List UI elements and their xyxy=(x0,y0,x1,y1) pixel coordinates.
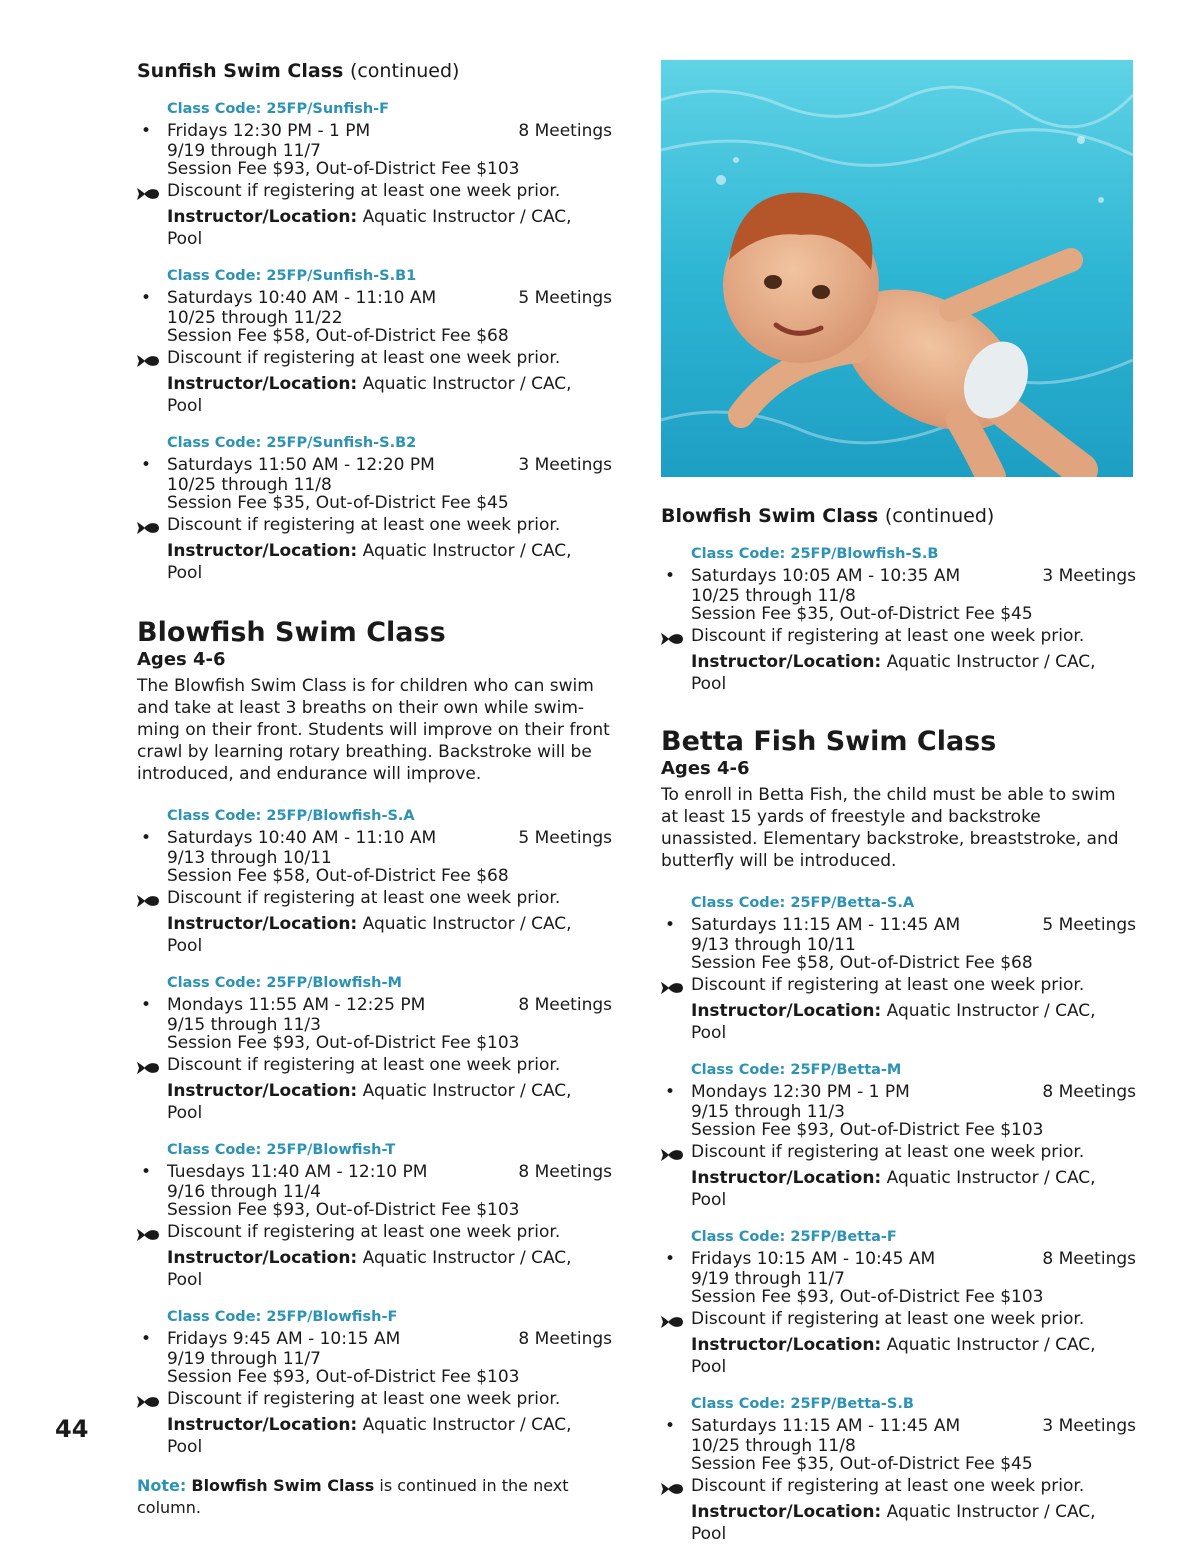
class-dates: 10/25 through 11/8 xyxy=(691,1436,856,1456)
class-dates: 9/13 through 10/11 xyxy=(691,935,856,955)
blowfish-class-list xyxy=(137,807,612,1458)
instructor-value: Aquatic Instructor / CAC, Pool xyxy=(691,1001,1096,1043)
class-code: Class Code: 25FP/Blowfish-S.B xyxy=(691,546,939,562)
class-code: Class Code: 25FP/Betta-S.A xyxy=(691,895,915,911)
fish-discount-icon xyxy=(135,185,161,199)
instructor-value: Aquatic Instructor / CAC, Pool xyxy=(167,541,572,583)
fish-discount-icon xyxy=(135,352,161,366)
class-code: Class Code: 25FP/Blowfish-S.A xyxy=(167,808,415,824)
page-number: 44 xyxy=(55,1415,89,1443)
instructor-value: Aquatic Instructor / CAC, Pool xyxy=(167,207,572,249)
instructor-location xyxy=(167,540,612,584)
instructor-location xyxy=(167,373,612,417)
instructor-location xyxy=(167,1414,612,1458)
meeting-count: 3 Meetings xyxy=(1042,566,1136,586)
discount-text: Discount if registering at least one week prior. xyxy=(167,888,561,908)
bullet-icon: • xyxy=(665,1082,676,1102)
continued-label: (continued) xyxy=(349,60,460,82)
bullet-icon: • xyxy=(141,455,152,475)
instructor-location xyxy=(167,1080,612,1124)
fish-discount-icon xyxy=(135,1393,161,1407)
betta-description: To enroll in Betta Fish, the child must be able to swim at least 15 yards of freestyle and backstroke unassisted. Elementary backstroke, breaststroke, and butterfly will be introduced. xyxy=(661,785,1119,871)
discount-text: Discount if registering at least one week prior. xyxy=(167,181,561,201)
bullet-icon: • xyxy=(141,828,152,848)
instructor-value: Aquatic Instructor / CAC, Pool xyxy=(167,1415,572,1457)
class-block xyxy=(137,1141,612,1291)
discount-text: Discount if registering at least one week prior. xyxy=(691,1476,1085,1496)
class-schedule: Saturdays 11:15 AM - 11:45 AM xyxy=(691,915,961,935)
meeting-count: 8 Meetings xyxy=(1042,1249,1136,1269)
schedule-line xyxy=(141,1329,612,1350)
meeting-count: 5 Meetings xyxy=(518,828,612,848)
betta-section-title: Betta Fish Swim Class xyxy=(661,726,997,757)
schedule-line xyxy=(141,121,612,142)
meeting-count: 5 Meetings xyxy=(518,288,612,308)
class-dates: 10/25 through 11/8 xyxy=(167,475,332,495)
meeting-count: 8 Meetings xyxy=(518,1329,612,1349)
instructor-label: Instructor/Location: xyxy=(167,541,358,561)
discount-line xyxy=(167,887,612,909)
discount-text: Discount if registering at least one week prior. xyxy=(691,626,1085,646)
meeting-count: 8 Meetings xyxy=(518,121,612,141)
betta-ages: Ages 4-6 xyxy=(661,758,750,779)
class-schedule: Mondays 11:55 AM - 12:25 PM xyxy=(167,995,426,1015)
instructor-value: Aquatic Instructor / CAC, Pool xyxy=(691,1335,1096,1377)
meeting-count: 8 Meetings xyxy=(518,995,612,1015)
class-block xyxy=(661,1061,1136,1211)
discount-line xyxy=(691,1141,1136,1163)
instructor-location xyxy=(167,206,612,250)
fish-discount-icon xyxy=(135,1226,161,1240)
schedule-line xyxy=(141,455,612,476)
instructor-label: Instructor/Location: xyxy=(691,652,882,672)
class-code: Class Code: 25FP/Sunfish-S.B1 xyxy=(167,268,417,284)
class-fee: Session Fee $35, Out-of-District Fee $45 xyxy=(691,604,1033,624)
class-code: Class Code: 25FP/Sunfish-F xyxy=(167,101,390,117)
meeting-count: 3 Meetings xyxy=(1042,1416,1136,1436)
class-schedule: Saturdays 11:15 AM - 11:45 AM xyxy=(691,1416,961,1436)
instructor-label: Instructor/Location: xyxy=(691,1168,882,1188)
class-schedule: Fridays 10:15 AM - 10:45 AM xyxy=(691,1249,936,1269)
bullet-icon: • xyxy=(141,995,152,1015)
instructor-label: Instructor/Location: xyxy=(167,374,358,394)
class-code: Class Code: 25FP/Betta-M xyxy=(691,1062,902,1078)
note-text: is continued in the next column. xyxy=(137,1476,569,1517)
discount-text: Discount if registering at least one week prior. xyxy=(167,515,561,535)
class-fee: Session Fee $93, Out-of-District Fee $103 xyxy=(167,1033,520,1053)
meeting-count: 8 Meetings xyxy=(1042,1082,1136,1102)
discount-text: Discount if registering at least one week prior. xyxy=(167,1055,561,1075)
instructor-value: Aquatic Instructor / CAC, Pool xyxy=(691,652,1096,694)
instructor-label: Instructor/Location: xyxy=(167,1415,358,1435)
class-fee: Session Fee $58, Out-of-District Fee $68 xyxy=(167,866,509,886)
child-swimming-photo xyxy=(661,60,1133,477)
class-schedule: Saturdays 10:05 AM - 10:35 AM xyxy=(691,566,961,586)
class-block xyxy=(137,100,612,250)
class-code: Class Code: 25FP/Blowfish-M xyxy=(167,975,402,991)
instructor-label: Instructor/Location: xyxy=(167,1248,358,1268)
note-label: Note: xyxy=(137,1476,187,1495)
blowfish-description: The Blowfish Swim Class is for children who can swim and take at least 3 breaths on their own while swim-ming on their front. Students will improve on their front crawl by learning rotary breathing. Backstroke will be introduced, and endurance will improve. xyxy=(137,676,610,784)
discount-line xyxy=(167,180,612,202)
continuation-note xyxy=(137,1475,612,1519)
discount-line xyxy=(167,514,612,536)
instructor-value: Aquatic Instructor / CAC, Pool xyxy=(691,1502,1096,1544)
instructor-value: Aquatic Instructor / CAC, Pool xyxy=(167,1248,572,1290)
instructor-label: Instructor/Location: xyxy=(691,1001,882,1021)
class-code: Class Code: 25FP/Betta-F xyxy=(691,1229,897,1245)
class-fee: Session Fee $93, Out-of-District Fee $103 xyxy=(691,1120,1044,1140)
blowfish-continued-class-list xyxy=(661,545,1136,695)
class-dates: 9/15 through 11/3 xyxy=(167,1015,321,1035)
meeting-count: 3 Meetings xyxy=(518,455,612,475)
schedule-line xyxy=(665,915,1136,936)
discount-line xyxy=(691,625,1136,647)
discount-line xyxy=(691,1475,1136,1497)
class-dates: 9/19 through 11/7 xyxy=(167,141,321,161)
instructor-location xyxy=(691,1167,1136,1211)
class-schedule: Mondays 12:30 PM - 1 PM xyxy=(691,1082,910,1102)
instructor-label: Instructor/Location: xyxy=(167,914,358,934)
schedule-line xyxy=(665,1249,1136,1270)
instructor-location xyxy=(691,1000,1136,1044)
bullet-icon: • xyxy=(141,1329,152,1349)
class-block xyxy=(661,1395,1136,1545)
bullet-icon: • xyxy=(141,1162,152,1182)
class-block xyxy=(661,545,1136,695)
instructor-label: Instructor/Location: xyxy=(167,1081,358,1101)
class-block xyxy=(137,434,612,584)
class-code: Class Code: 25FP/Blowfish-F xyxy=(167,1309,398,1325)
class-dates: 9/19 through 11/7 xyxy=(691,1269,845,1289)
class-block xyxy=(137,807,612,957)
left-column xyxy=(137,58,612,1519)
class-schedule: Fridays 9:45 AM - 10:15 AM xyxy=(167,1329,401,1349)
instructor-label: Instructor/Location: xyxy=(691,1502,882,1522)
discount-line xyxy=(167,347,612,369)
discount-text: Discount if registering at least one week prior. xyxy=(167,1222,561,1242)
bullet-icon: • xyxy=(665,566,676,586)
schedule-line xyxy=(665,566,1136,587)
class-schedule: Tuesdays 11:40 AM - 12:10 PM xyxy=(167,1162,428,1182)
fish-discount-icon xyxy=(659,1313,685,1327)
blowfish-continued-title: Blowfish Swim Class xyxy=(661,505,879,527)
instructor-value: Aquatic Instructor / CAC, Pool xyxy=(691,1168,1096,1210)
instructor-location xyxy=(691,651,1136,695)
bullet-icon: • xyxy=(141,121,152,141)
class-block xyxy=(661,894,1136,1044)
class-dates: 10/25 through 11/8 xyxy=(691,586,856,606)
meeting-count: 5 Meetings xyxy=(1042,915,1136,935)
sunfish-class-list xyxy=(137,100,612,584)
class-fee: Session Fee $93, Out-of-District Fee $103 xyxy=(167,159,520,179)
class-fee: Session Fee $93, Out-of-District Fee $103 xyxy=(167,1367,520,1387)
discount-line xyxy=(691,974,1136,996)
discount-text: Discount if registering at least one week prior. xyxy=(691,1309,1085,1329)
discount-text: Discount if registering at least one week prior. xyxy=(167,1389,561,1409)
fish-discount-icon xyxy=(659,630,685,644)
instructor-value: Aquatic Instructor / CAC, Pool xyxy=(167,914,572,956)
class-schedule: Fridays 12:30 PM - 1 PM xyxy=(167,121,371,141)
betta-class-list xyxy=(661,894,1136,1545)
class-block xyxy=(661,1228,1136,1378)
fish-discount-icon xyxy=(659,979,685,993)
sunfish-continued-heading xyxy=(137,58,612,84)
class-dates: 9/13 through 10/11 xyxy=(167,848,332,868)
class-schedule: Saturdays 11:50 AM - 12:20 PM xyxy=(167,455,435,475)
class-schedule: Saturdays 10:40 AM - 11:10 AM xyxy=(167,828,437,848)
class-schedule: Saturdays 10:40 AM - 11:10 AM xyxy=(167,288,437,308)
class-fee: Session Fee $58, Out-of-District Fee $68 xyxy=(691,953,1033,973)
instructor-value: Aquatic Instructor / CAC, Pool xyxy=(167,374,572,416)
schedule-line xyxy=(665,1082,1136,1103)
class-code: Class Code: 25FP/Sunfish-S.B2 xyxy=(167,435,417,451)
fish-discount-icon xyxy=(659,1146,685,1160)
schedule-line xyxy=(141,828,612,849)
discount-text: Discount if registering at least one week prior. xyxy=(691,1142,1085,1162)
instructor-label: Instructor/Location: xyxy=(691,1335,882,1355)
class-block xyxy=(137,974,612,1124)
class-dates: 9/16 through 11/4 xyxy=(167,1182,321,1202)
instructor-label: Instructor/Location: xyxy=(167,207,358,227)
class-fee: Session Fee $93, Out-of-District Fee $103 xyxy=(167,1200,520,1220)
bullet-icon: • xyxy=(665,1416,676,1436)
class-block xyxy=(137,1308,612,1458)
note-bold-text: Blowfish Swim Class xyxy=(191,1476,375,1495)
schedule-line xyxy=(141,288,612,309)
instructor-location xyxy=(167,1247,612,1291)
class-code: Class Code: 25FP/Blowfish-T xyxy=(167,1142,396,1158)
bullet-icon: • xyxy=(665,915,676,935)
fish-discount-icon xyxy=(659,1480,685,1494)
class-fee: Session Fee $35, Out-of-District Fee $45 xyxy=(691,1454,1033,1474)
instructor-location xyxy=(167,913,612,957)
sunfish-continued-title: Sunfish Swim Class xyxy=(137,60,344,82)
right-column xyxy=(661,503,1136,1562)
class-dates: 9/19 through 11/7 xyxy=(167,1349,321,1369)
discount-text: Discount if registering at least one week prior. xyxy=(691,975,1085,995)
discount-text: Discount if registering at least one week prior. xyxy=(167,348,561,368)
instructor-location xyxy=(691,1501,1136,1545)
class-dates: 10/25 through 11/22 xyxy=(167,308,343,328)
instructor-location xyxy=(691,1334,1136,1378)
schedule-line xyxy=(141,995,612,1016)
class-code: Class Code: 25FP/Betta-S.B xyxy=(691,1396,914,1412)
class-fee: Session Fee $93, Out-of-District Fee $103 xyxy=(691,1287,1044,1307)
discount-line xyxy=(167,1221,612,1243)
discount-line xyxy=(167,1388,612,1410)
blowfish-continued-heading xyxy=(661,503,1136,529)
bullet-icon: • xyxy=(141,288,152,308)
class-block xyxy=(137,267,612,417)
instructor-value: Aquatic Instructor / CAC, Pool xyxy=(167,1081,572,1123)
class-fee: Session Fee $35, Out-of-District Fee $45 xyxy=(167,493,509,513)
schedule-line xyxy=(141,1162,612,1183)
fish-discount-icon xyxy=(135,1059,161,1073)
fish-discount-icon xyxy=(135,892,161,906)
continued-label: (continued) xyxy=(884,505,995,527)
discount-line xyxy=(167,1054,612,1076)
discount-line xyxy=(691,1308,1136,1330)
bullet-icon: • xyxy=(665,1249,676,1269)
blowfish-ages: Ages 4-6 xyxy=(137,649,226,670)
class-dates: 9/15 through 11/3 xyxy=(691,1102,845,1122)
blowfish-section-title: Blowfish Swim Class xyxy=(137,617,446,648)
meeting-count: 8 Meetings xyxy=(518,1162,612,1182)
class-fee: Session Fee $58, Out-of-District Fee $68 xyxy=(167,326,509,346)
fish-discount-icon xyxy=(135,519,161,533)
schedule-line xyxy=(665,1416,1136,1437)
